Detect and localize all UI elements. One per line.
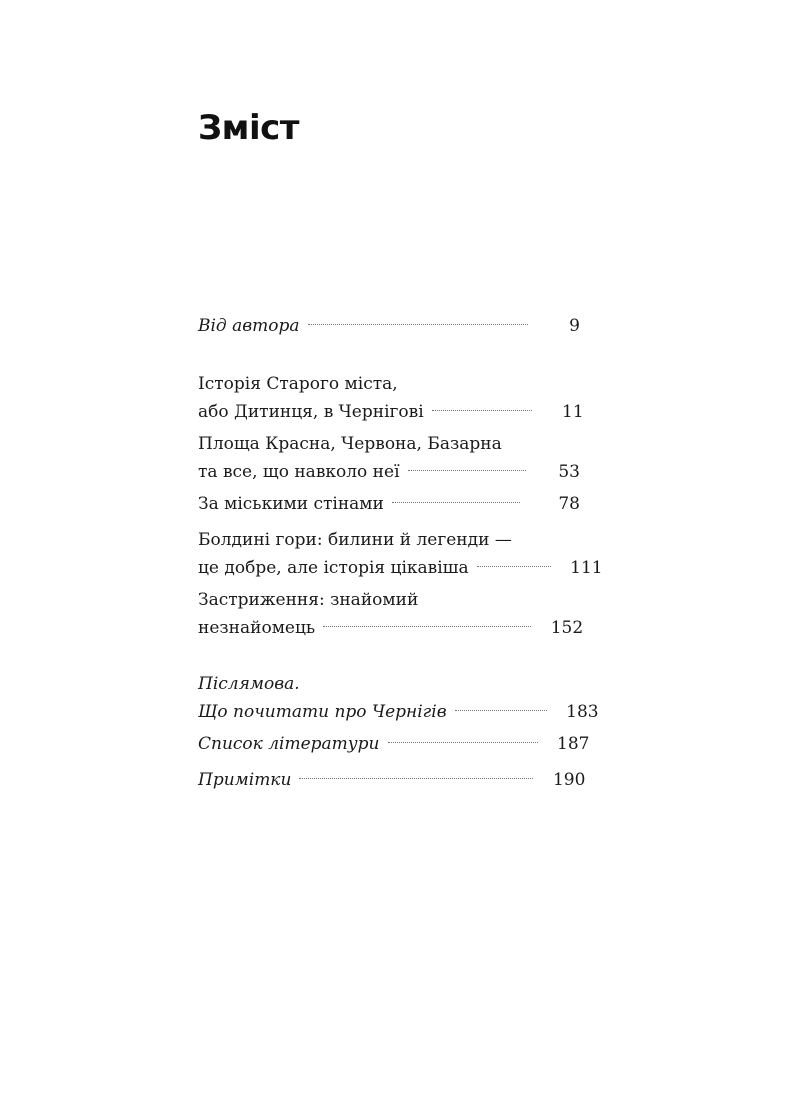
toc-entry-bibliography[interactable] <box>198 730 590 758</box>
page-title: Зміст <box>198 108 299 148</box>
toc-entry-title: Примітки <box>198 770 292 790</box>
toc-entry-page: 11 <box>562 402 584 422</box>
toc-entry-page: 190 <box>552 770 586 790</box>
toc-entry-notes[interactable] <box>198 766 586 794</box>
toc-entry-title-line1: Площа Красна, Червона, Базарна <box>198 434 502 454</box>
toc-entry-title-line2: це добре, але історія цікавіша <box>198 558 469 578</box>
toc-entry-page: 9 <box>569 316 580 336</box>
toc-entry-boldyni-hory[interactable] <box>198 526 603 582</box>
toc-entry-page: 152 <box>550 618 584 638</box>
toc-entry-title-line1: Застриження: знайомий <box>198 590 419 610</box>
dot-leader <box>477 565 551 567</box>
toc-entry-page: 183 <box>566 702 599 722</box>
toc-entry-title-line1: Болдині гори: билини й легенди — <box>198 530 512 550</box>
dot-leader <box>308 323 528 325</box>
dot-leader <box>392 501 520 503</box>
toc-entry-page: 187 <box>557 734 590 754</box>
dot-leader <box>323 625 531 627</box>
dot-leader <box>388 741 538 743</box>
toc-entry-page: 53 <box>558 462 580 482</box>
toc-entry-title: Від автора <box>198 316 300 336</box>
toc-entry-square[interactable] <box>198 430 580 486</box>
dot-leader <box>299 777 533 779</box>
toc-entry-page: 111 <box>570 558 603 578</box>
toc-entry-title-line1: Історія Старого міста, <box>198 374 398 394</box>
toc-entry-title-line2: Що почитати про Чернігів <box>198 702 447 722</box>
toc-entry-title: Список літератури <box>198 734 380 754</box>
toc-entry-page: 78 <box>558 494 580 514</box>
toc-entry-zastryzhennia[interactable] <box>198 586 584 642</box>
toc-entry-title-line2: та все, що навколо неї <box>198 462 400 482</box>
toc-entry-from-author[interactable] <box>198 312 580 340</box>
dot-leader <box>408 469 526 471</box>
dot-leader <box>455 709 547 711</box>
toc-entry-title-line2: або Дитинця, в Чернігові <box>198 402 424 422</box>
toc-entry-title-line2: незнайомець <box>198 618 316 638</box>
dot-leader <box>432 409 532 411</box>
toc-entry-afterword[interactable] <box>198 670 599 726</box>
toc-entry-title-line1: Післямова. <box>198 674 300 694</box>
toc-entry-beyond-walls[interactable] <box>198 490 580 518</box>
toc-entry-old-city[interactable] <box>198 370 584 426</box>
toc-entry-title: За міськими стінами <box>198 494 384 514</box>
